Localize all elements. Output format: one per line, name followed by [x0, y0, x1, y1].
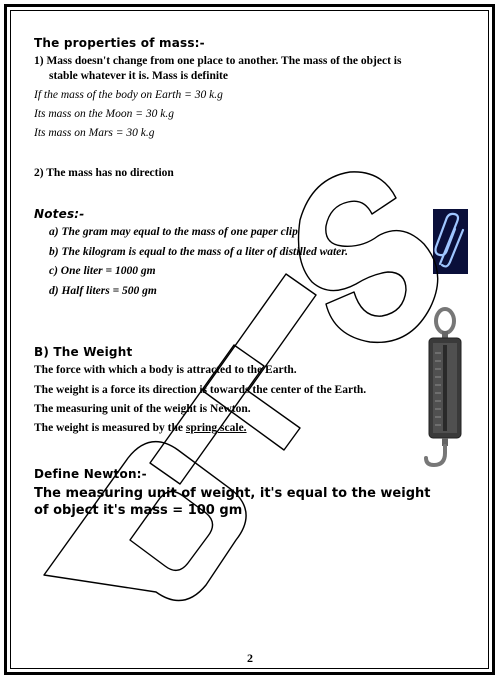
note-a: a) The gram may equal to the mass of one paper clip [49, 226, 298, 238]
spring-scale-term: spring scale. [185, 422, 247, 434]
property-2: 2) The mass has no direction [34, 167, 174, 179]
example-moon: Its mass on the Moon = 30 k.g [34, 108, 174, 120]
weight-line-2: The weight is a force its direction is towards the center of the Earth. [34, 384, 367, 396]
note-b: b) The kilogram is equal to the mass of a liter of distilled water. [49, 246, 349, 258]
newton-heading: Define Newton:- [34, 467, 147, 481]
newton-definition-line-2: of object it's mass = 100 gm [34, 503, 243, 518]
note-c: c) One liter = 1000 gm [49, 265, 156, 277]
weight-line-3: The measuring unit of the weight is Newton. [34, 403, 251, 415]
weight-heading: B) The Weight [34, 345, 133, 359]
example-earth: If the mass of the body on Earth = 30 k.g [34, 89, 223, 101]
weight-line-4-text: The weight is measured by the [34, 422, 186, 434]
property-1-line-1: 1) Mass doesn't change from one place to another. The mass of the object is [34, 55, 402, 67]
newton-definition-line-1: The measuring unit of weight, it's equal to the weight [34, 486, 431, 501]
weight-line-1: The force with which a body is attracted to the Earth. [34, 364, 297, 376]
example-mars: Its mass on Mars = 30 k.g [34, 127, 155, 139]
properties-heading: The properties of mass:- [34, 36, 205, 50]
notes-heading: Notes:- [34, 207, 85, 221]
property-1-line-2: stable whatever it is. Mass is definite [49, 70, 228, 82]
note-d: d) Half liters = 500 gm [49, 285, 157, 297]
page-number: 2 [247, 651, 253, 665]
